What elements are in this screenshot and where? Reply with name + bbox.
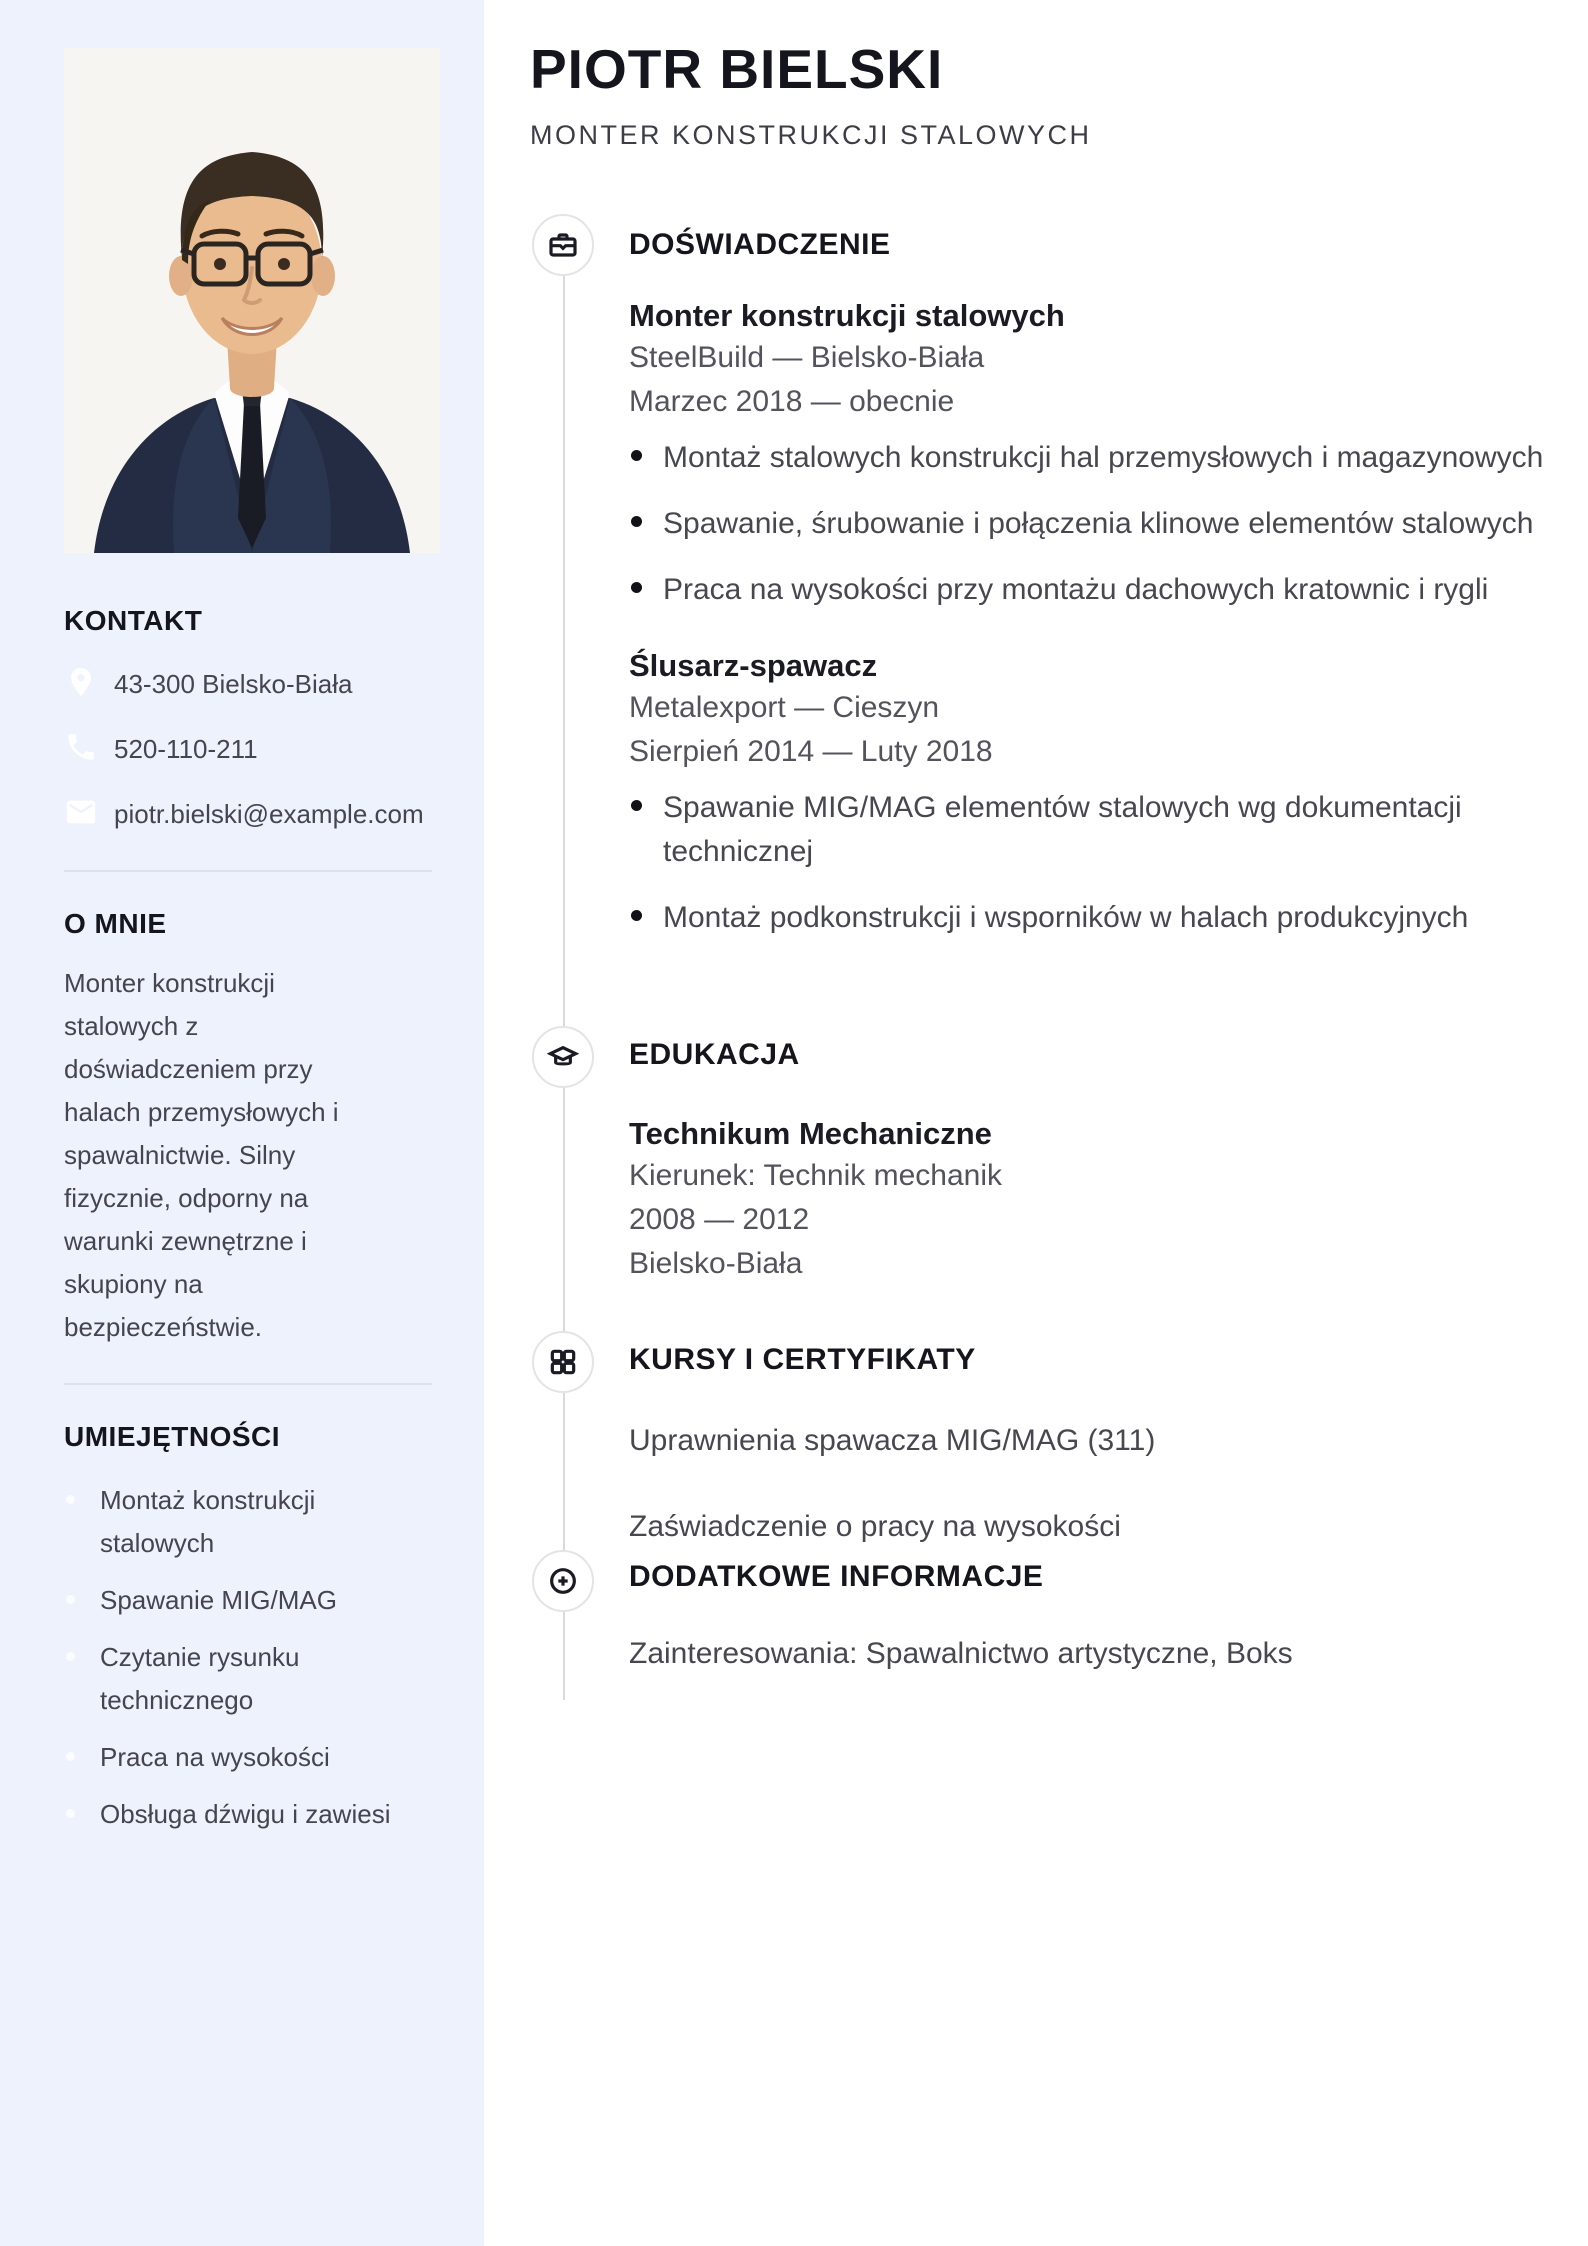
skills-list: [64, 1479, 434, 1836]
contact-value: 43-300 Bielsko-Biała: [114, 669, 353, 699]
course-item: Zaświadczenie o pracy na wysokości: [629, 1510, 1121, 1543]
additional-heading: DODATKOWE INFORMACJE: [629, 1560, 1044, 1593]
job-entry: [629, 646, 1588, 940]
contact-list: [64, 663, 434, 836]
contact-value: piotr.bielski@example.com: [114, 799, 424, 829]
skill-item: Czytanie rysunku technicznego: [64, 1636, 420, 1722]
contact-section: [64, 605, 434, 836]
job-bullets: [629, 436, 1567, 612]
additional-section: [484, 1560, 1588, 1676]
sidebar-divider: [64, 1383, 432, 1385]
skill-item: Spawanie MIG/MAG: [64, 1579, 420, 1622]
job-dates: Sierpień 2014 — Luty 2018: [629, 735, 993, 768]
education-field: Kierunek: Technik mechanik: [629, 1159, 1002, 1192]
experience-heading: DOŚWIADCZENIE: [629, 228, 891, 261]
contact-value: 520-110-211: [114, 734, 258, 764]
courses-heading: KURSY I CERTYFIKATY: [629, 1343, 976, 1376]
plus-circle-icon: [532, 1550, 594, 1612]
education-school: Technikum Mechaniczne: [629, 1116, 992, 1151]
skills-title: UMIEJĘTNOŚCI: [64, 1421, 281, 1452]
profile-photo: [64, 48, 440, 553]
phone-icon: [64, 730, 100, 766]
jobs-list: [484, 296, 1588, 940]
job-company: Metalexport — Cieszyn: [629, 691, 940, 724]
location-pin-icon: [64, 665, 100, 701]
about-section: [64, 908, 434, 1349]
job-bullet: Spawanie, śrubowanie i połączenia klinowe elementów stalowych: [629, 502, 1567, 546]
courses-list: [484, 1419, 1588, 1549]
additional-text: Zainteresowania: Spawalnictwo artystyczne, Boks: [629, 1637, 1293, 1670]
about-text: Monter konstrukcji stalowych z doświadczeniem przy halach przemysłowych i spawalnictwie. Silny fizycznie, odporny na warunki zewnętrzne i skupiony na bezpieczeństwie.: [64, 968, 339, 1342]
skill-item: Praca na wysokości: [64, 1736, 420, 1779]
job-company: SteelBuild — Bielsko-Biała: [629, 341, 985, 374]
grid-icon: [532, 1331, 594, 1393]
job-entry: [629, 296, 1588, 612]
main-column: [484, 0, 1588, 2246]
contact-item: [64, 663, 434, 706]
job-role: Ślusarz-spawacz: [629, 648, 878, 683]
job-bullet: Montaż podkonstrukcji i wsporników w halach produkcyjnych: [629, 896, 1567, 940]
envelope-icon: [64, 795, 100, 831]
education-entry: [629, 1114, 1588, 1286]
courses-section: [484, 1343, 1588, 1575]
contact-item: [64, 793, 434, 836]
graduation-cap-icon: [532, 1026, 594, 1088]
job-bullet: Praca na wysokości przy montażu dachowych kratownic i rygli: [629, 568, 1567, 612]
sidebar: [0, 0, 484, 2246]
job-role: Monter konstrukcji stalowych: [629, 298, 1065, 333]
cv-header: [530, 38, 1092, 151]
sidebar-divider: [64, 870, 432, 872]
job-dates: Marzec 2018 — obecnie: [629, 385, 955, 418]
job-bullet: Montaż stalowych konstrukcji hal przemysłowych i magazynowych: [629, 436, 1567, 480]
skills-section: [64, 1421, 434, 1836]
contact-title: KONTAKT: [64, 605, 203, 636]
contact-item: [64, 728, 434, 771]
briefcase-icon: [532, 214, 594, 276]
experience-section: [484, 228, 1588, 962]
education-heading: EDUKACJA: [629, 1038, 800, 1071]
education-city: Bielsko-Biała: [629, 1247, 803, 1280]
cv-name: PIOTR BIELSKI: [530, 38, 944, 100]
about-title: O MNIE: [64, 908, 167, 939]
education-dates: 2008 — 2012: [629, 1203, 810, 1236]
job-bullet: Spawanie MIG/MAG elementów stalowych wg dokumentacji technicznej: [629, 786, 1567, 874]
course-item: Uprawnienia spawacza MIG/MAG (311): [629, 1424, 1156, 1457]
job-bullets: [629, 786, 1567, 940]
skill-item: Montaż konstrukcji stalowych: [64, 1479, 420, 1565]
education-section: [484, 1038, 1588, 1286]
skill-item: Obsługa dźwigu i zawiesi: [64, 1793, 420, 1836]
cv-job-title: MONTER KONSTRUKCJI STALOWYCH: [530, 120, 1092, 150]
